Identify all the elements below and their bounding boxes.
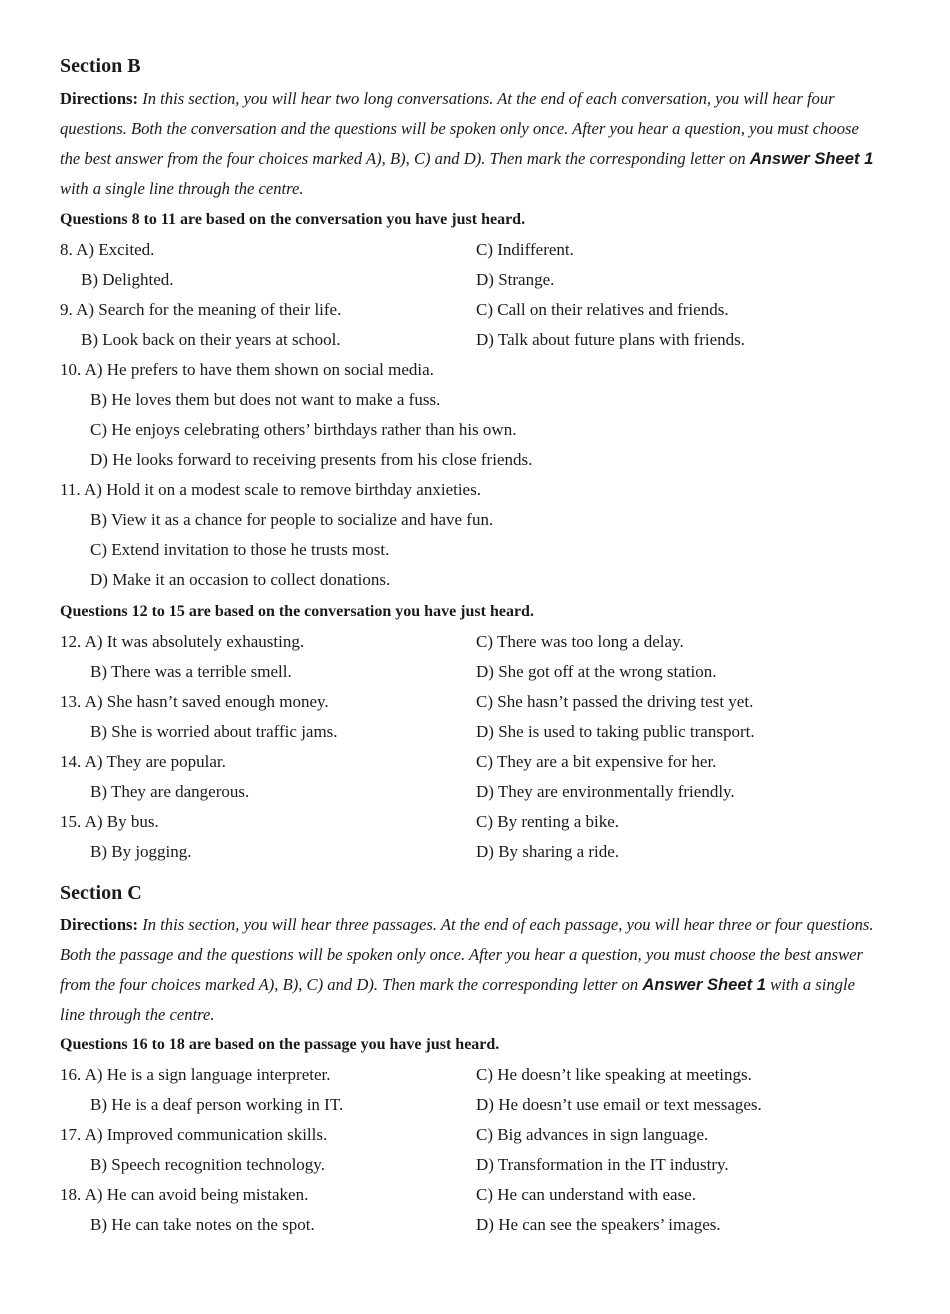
option-a: A) Search for the meaning of their life. [76,300,342,319]
directions-text-end: with a single line through the centre. [60,975,855,1024]
option-b: B) He is a deaf person working in IT. [90,1095,344,1114]
directions-text-end: with a single line through the centre. [60,179,304,198]
option-a: A) Excited. [76,240,155,259]
option-c: C) By renting a bike. [476,812,620,831]
question-16 [60,1060,331,1090]
question-number: 12. [60,632,82,651]
option-a: A) It was absolutely exhausting. [84,632,305,651]
option-a: A) She hasn’t saved enough money. [84,692,329,711]
option-a: A) He can avoid being mistaken. [84,1185,309,1204]
option-a: A) He prefers to have them shown on social media. [84,360,434,379]
instruction-q16-18: Questions 16 to 18 are based on the passage you have just heard. [60,1036,500,1053]
option-c: C) Extend invitation to those he trusts most. [90,540,390,559]
directions-label: Directions: [60,915,139,934]
question-12 [60,627,304,657]
question-number: 10. [60,360,82,379]
option-d: D) They are environmentally friendly. [476,782,735,801]
option-c: C) Big advances in sign language. [476,1125,709,1144]
option-d: D) Strange. [476,270,555,289]
option-b: B) Delighted. [81,270,174,289]
option-b: B) Speech recognition technology. [90,1155,325,1174]
option-a: A) By bus. [84,812,159,831]
instruction-q8-11: Questions 8 to 11 are based on the conversation you have just heard. [60,211,526,228]
question-8 [60,235,154,265]
section-c-directions [60,910,882,1030]
option-c: C) He doesn’t like speaking at meetings. [476,1065,752,1084]
section-b-title: Section B [60,55,141,77]
question-18 [60,1180,308,1210]
question-number: 15. [60,812,82,831]
question-number: 17. [60,1125,82,1144]
question-9 [60,295,341,325]
option-d: D) He doesn’t use email or text messages. [476,1095,762,1114]
instruction-q12-15: Questions 12 to 15 are based on the conversation you have just heard. [60,603,534,620]
question-13 [60,687,329,717]
question-11 [60,475,481,505]
option-b: B) He can take notes on the spot. [90,1215,315,1234]
question-number: 13. [60,692,82,711]
option-b: B) She is worried about traffic jams. [90,722,338,741]
question-number: 11. [60,480,81,499]
option-c: C) They are a bit expensive for her. [476,752,717,771]
directions-label: Directions: [60,89,139,108]
directions-text: In this section, you will hear three passages. At the end of each passage, you will hear three or four questions. Both the passage and the questions will be spoken only once. After you hear a question, you must choose the best answer from the four choices marked A), B), C) and D). Then mark the corresponding letter on [60,915,874,994]
question-number: 9. [60,300,73,319]
question-number: 8. [60,240,73,259]
option-c: C) Indifferent. [476,240,574,259]
section-c-title: Section C [60,882,142,904]
section-b-directions [60,84,882,204]
option-b: B) They are dangerous. [90,782,250,801]
option-d: D) He looks forward to receiving presents from his close friends. [90,450,533,469]
question-number: 14. [60,752,82,771]
option-d: D) She is used to taking public transport. [476,722,755,741]
answer-sheet-label: Answer Sheet 1 [642,975,766,994]
option-a: A) He is a sign language interpreter. [84,1065,331,1084]
option-a: A) Improved communication skills. [84,1125,328,1144]
option-b: B) By jogging. [90,842,192,861]
option-d: D) She got off at the wrong station. [476,662,717,681]
option-d: D) Transformation in the IT industry. [476,1155,729,1174]
question-number: 16. [60,1065,82,1084]
option-b: B) View it as a chance for people to socialize and have fun. [90,510,494,529]
option-c: C) He can understand with ease. [476,1185,696,1204]
option-d: D) By sharing a ride. [476,842,620,861]
question-10 [60,355,434,385]
option-c: C) She hasn’t passed the driving test yet. [476,692,754,711]
option-c: C) Call on their relatives and friends. [476,300,729,319]
answer-sheet-label: Answer Sheet 1 [749,149,874,168]
option-c: C) He enjoys celebrating others’ birthdays rather than his own. [90,420,517,439]
question-14 [60,747,226,777]
option-a: A) Hold it on a modest scale to remove birthday anxieties. [83,480,481,499]
option-d: D) Talk about future plans with friends. [476,330,746,349]
option-b: B) There was a terrible smell. [90,662,292,681]
question-17 [60,1120,327,1150]
question-15 [60,807,159,837]
option-b: B) Look back on their years at school. [81,330,341,349]
option-a: A) They are popular. [84,752,226,771]
option-b: B) He loves them but does not want to make a fuss. [90,390,441,409]
option-c: C) There was too long a delay. [476,632,684,651]
directions-text: In this section, you will hear two long conversations. At the end of each conversation, you will hear four questions. Both the conversation and the questions will be spoken only once. After you hear a question, you must choose the best answer from the four choices marked A), B), C) and D). Then mark the corresponding letter on [60,89,859,168]
question-number: 18. [60,1185,82,1204]
option-d: D) Make it an occasion to collect donations. [90,570,391,589]
option-d: D) He can see the speakers’ images. [476,1215,721,1234]
